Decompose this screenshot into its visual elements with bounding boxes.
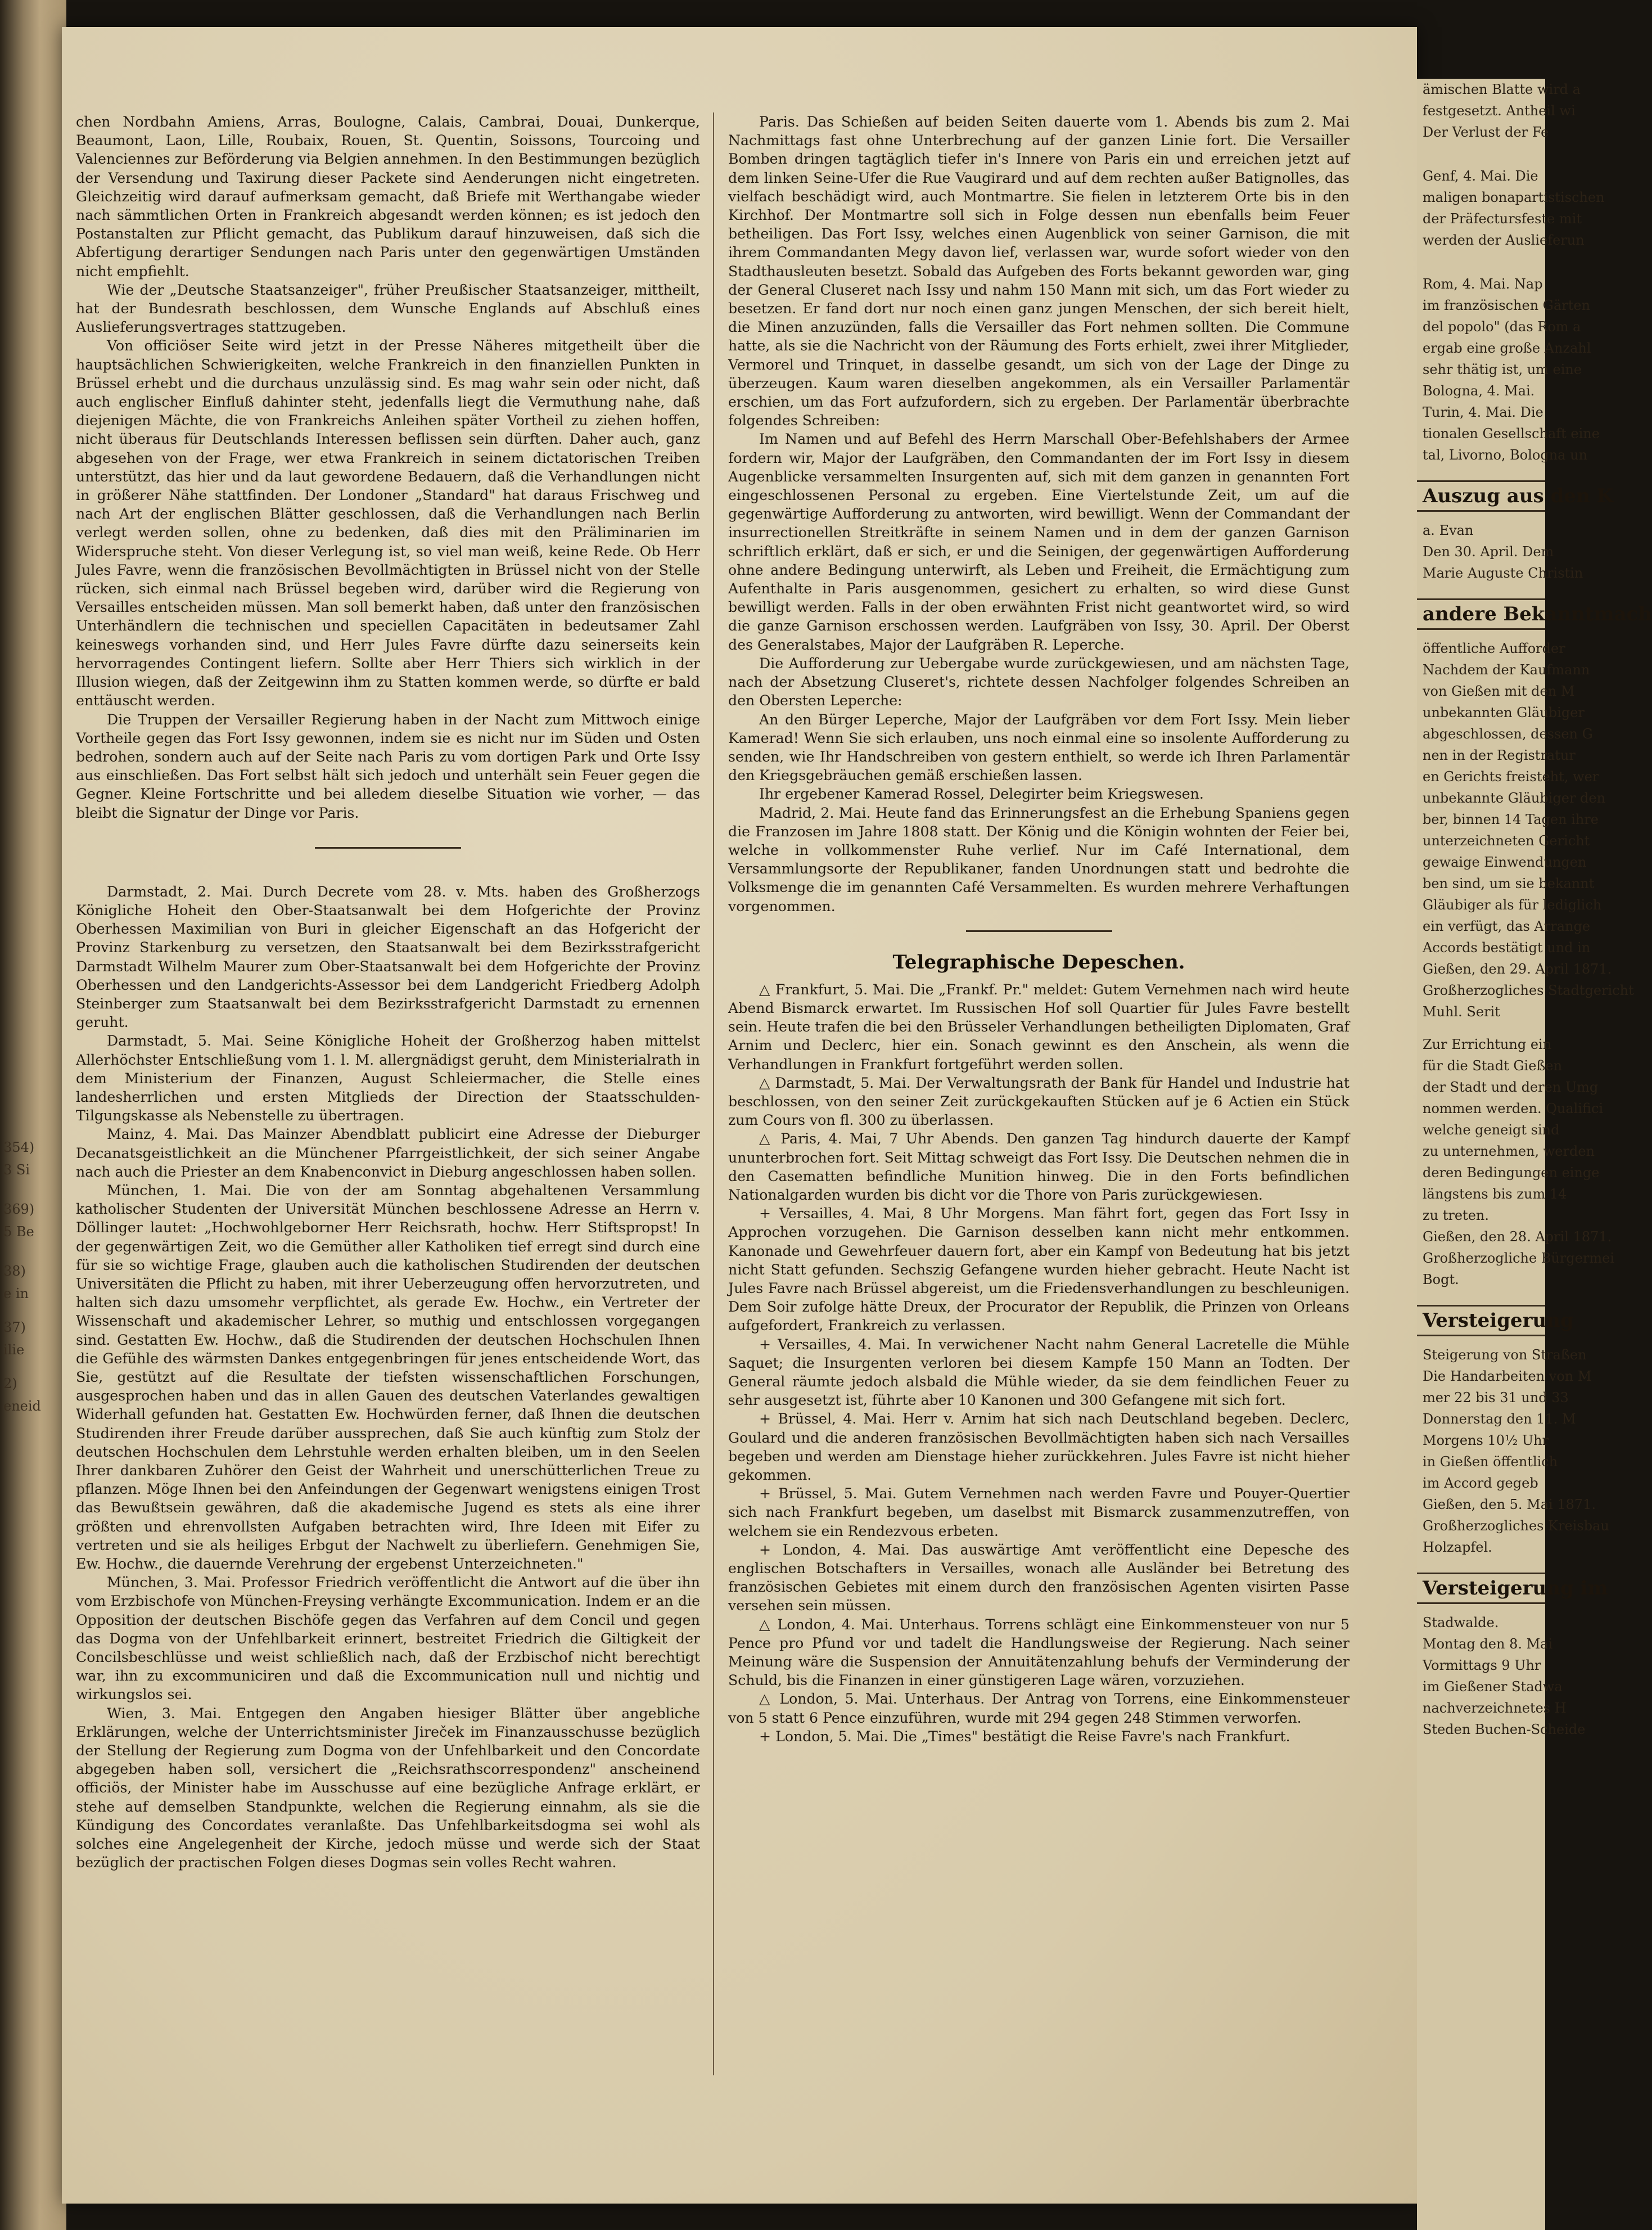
right-column xyxy=(728,112,1349,1746)
margin-fragment: 5 Be xyxy=(3,1224,34,1240)
telegram-item: + Versailles, 4. Mai, 8 Uhr Morgens. Man fährt fort, gegen das Fort Issy in Approchen vorzugehen. Die Garnison desselben kann nicht mehr entkommen. Kanonade und Gewehrfeuer dauern fort, aber ein Kampf von Bedeutung hat bis jetzt nicht Statt gefunden. Sechszig Gefangene wurden hieher gebracht. Heute Nacht ist Jules Favre nach Brüssel abgereist, um die Friedensverhandlungen zu beschleunigen. Dem Soir zufolge hätte Dreux, der Procurator der Republik, die Prinzen von Orleans aufgefordert, Frankreich zu verlassen. xyxy=(728,1205,1349,1334)
right-page-line: Der Verlust der Fe xyxy=(1423,124,1549,140)
article-paragraph: chen Nordbahn Amiens, Arras, Boulogne, Calais, Cambrai, Douai, Dunkerque, Beaumont, Laon, Lille, Roubaix, Rouen, St. Quentin, Soissons, Tourcoing und Valenciennes zur Beförderung via Belgien annehmen. In den Bestimmungen bezüglich der Versendung und Taxirung dieser Packete sind Aenderungen nicht eingetreten. Gleichzeitig wird darauf aufmerksam gemacht, daß Briefe mit Werthangabe wieder nach sämmtlichen Orten in Frankreich abgesandt werden können; es ist jedoch den Postanstalten zur Pflicht gemacht, das Publikum darauf hinzuweisen, daß sich die Abfertigung derartiger Sendungen nach Paris unter den gegenwärtigen Umständen nicht empfiehlt. xyxy=(76,114,700,280)
news-item-madrid: Madrid, 2. Mai. Heute fand das Erinnerungsfest an die Erhebung Spaniens gegen die Franzosen im Jahre 1808 statt. Der König und die Königin wohnten der Feier bei, welche in vollkommenster Ruhe verlief. Nur im Café International, dem Versammlungsorte der Republikaner, fanden Unordnungen statt und bedrohte die Volksmenge die im genannten Café Versammelten. Es wurden mehrere Verhaftungen vorgenommen. xyxy=(728,804,1349,914)
right-page-line: maligen bonapartistischen xyxy=(1423,190,1605,205)
right-page-line: Steden Buchen-Scheide xyxy=(1423,1722,1586,1737)
telegram-item: + Brüssel, 4. Mai. Herr v. Arnim hat sich nach Deutschland begeben. Declerc, Goulard und die anderen französischen Bevollmächtigten haben sich nach Versailles begeben und werden am Dienstage hieher zurückkehren. Jules Favre ist nicht hieher gekommen. xyxy=(728,1411,1349,1484)
right-page-line: deren Bedingungen einge xyxy=(1423,1165,1600,1181)
right-page-line: von Gießen mit den M xyxy=(1423,683,1575,699)
right-page-line: Gläubiger als für lediglich xyxy=(1423,897,1602,913)
right-page-line: ergab eine große Anzahl xyxy=(1423,340,1591,356)
right-page-line: unbekannte Gläubiger den xyxy=(1423,790,1606,806)
right-page-line: werden der Auslieferun xyxy=(1423,232,1585,248)
news-item-darmstadt-1: Darmstadt, 2. Mai. Durch Decrete vom 28. v. Mts. haben des Großherzogs Königliche Hoheit den Ober-Staatsanwalt bei dem Hofgerichte der Provinz Oberhessen Maximilian von Buri in gleicher Eigenschaft an das Hofgericht der Provinz Starkenburg zu versetzen, den Staatsanwalt bei dem Bezirksstrafgericht Darmstadt Wilhelm Maurer zum Ober-Staatsanwalt bei dem Hofgerichte der Provinz Oberhessen und den Landgerichts-Assessor bei dem Landgericht Friedberg Adolph Steinberger zum Staatsanwalt bei dem Bezirksstrafgericht Darmstadt zu ernennen geruht. xyxy=(76,883,700,1031)
right-page-line: zu unternehmen, werden xyxy=(1423,1143,1595,1159)
news-item-mainz: Mainz, 4. Mai. Das Mainzer Abendblatt publicirt eine Adresse der Dieburger Decanatsgeistlichkeit an die Münchener Pfarrgeistlichkeit, der sich seiner Angabe nach auch die Priester an dem Knabenconvict in Dieburg angeschlossen haben sollen. xyxy=(76,1126,700,1180)
margin-fragment: ilie xyxy=(3,1342,25,1358)
right-page-line: gewaige Einwendungen xyxy=(1423,854,1587,870)
right-page-line: tal, Livorno, Bologna un xyxy=(1423,447,1588,463)
telegram-item: △ London, 5. Mai. Unterhaus. Der Antrag von Torrens, eine Einkommensteuer von 5 statt 6 Pence einzuführen, wurde mit 294 gegen 248 Stimmen verworfen. xyxy=(728,1691,1349,1726)
right-page-line: im französischen Gärten xyxy=(1423,298,1591,313)
telegram-item: △ London, 4. Mai. Unterhaus. Torrens schlägt eine Einkommensteuer von nur 5 Pence pro Pfund vor und tadelt die Handlungsweise der Regierung. Nach seiner Meinung wäre die Suspension der Annuitätenzahlung behufs der Verminderung der Schuld, bis die Finanzen in einer günstigeren Lage wären, vorzuziehen. xyxy=(728,1616,1349,1689)
telegram-item: △ Frankfurt, 5. Mai. Die „Frankf. Pr." meldet: Gutem Vernehmen nach wird heute Abend Bismarck erwartet. Im Russischen Hof soll Quartier für Jules Favre bestellt sein. Heute trafen die bei den Brüsseler Verhandlungen betheiligten Diplomaten, Graf Arnim und Declerc, hier ein. Sonach gewinnt es den Anschein, als wenn die Verhandlungen in Frankfurt fortgeführt werden sollen. xyxy=(728,981,1349,1073)
right-page-line: Stadwalde. xyxy=(1423,1615,1499,1630)
telegram-section-heading: Telegraphische Depeschen. xyxy=(892,950,1185,974)
left-page-margin xyxy=(0,506,62,2025)
telegram-item: + London, 5. Mai. Die „Times" bestätigt die Reise Favre's nach Frankfurt. xyxy=(759,1728,1290,1745)
right-page-line: en Gerichts freisteht, wer xyxy=(1423,769,1599,785)
right-page-line: öffentliche Aufforder xyxy=(1423,641,1565,656)
right-page-line: welche geneigt sind xyxy=(1423,1122,1560,1138)
right-page-line: für die Stadt Gießen xyxy=(1423,1058,1563,1074)
right-page-line: Gießen, den 29. April 1871. xyxy=(1423,961,1612,977)
right-page-line: Großherzogliche Bürgermei xyxy=(1423,1250,1615,1266)
reply-letter: An den Bürger Leperche, Major der Laufgräben vor dem Fort Issy. Mein lieber Kamerad! Wenn Sie sich erlauben, uns noch einmal eine so insolente Aufforderung zu senden, wie Ihr Handschreiben von gestern enthielt, so werde ich Ihren Parlamentär den Kriegsgebräuchen gemäß erschießen lassen. xyxy=(728,711,1349,784)
telegram-item: + Versailles, 4. Mai. In verwichener Nacht nahm General Lacretelle die Mühle Saquet; die Insurgenten verloren bei diesem Kampfe 150 Mann an Todten. Der General räumte jedoch alsbald die Mühle wieder, da sie dem feindlichen Feuer zu sehr ausgesetzt ist, führte aber 10 Kanonen und 300 Gefangene mit sich fort. xyxy=(728,1336,1349,1409)
right-page-line: Nachdem der Kaufmann xyxy=(1423,662,1590,678)
article-paragraph: Wie der „Deutsche Staatsanzeiger", früher Preußischer Staatsanzeiger, mittheilt, hat der Bundesrath beschlossen, dem Wunsche Englands auf Abschluß eines Auslieferungsvertrages stattzugeben. xyxy=(76,281,700,336)
right-page-line: Marie Auguste Christin xyxy=(1423,565,1583,581)
margin-fragment: e in xyxy=(3,1286,29,1301)
right-page-line: nommen werden. Qualifici xyxy=(1423,1101,1604,1116)
right-page-line: Bogt. xyxy=(1423,1272,1459,1287)
right-page-line: a. Evan xyxy=(1423,522,1474,538)
right-page-line: Morgens 10½ Uhr xyxy=(1423,1432,1549,1448)
news-item-muenchen-1: München, 1. Mai. Die von der am Sonntag abgehaltenen Versammlung katholischer Studenten der Universität München beschlossene Adresse an Herrn v. Döllinger lautet: „Hochwohlgeborner Herr Reichsrath, hochw. Herr Stiftspropst! In der gegenwärtigen Zeit, wo die Gemüther aller Katholiken tief erregt sind durch eine für sie so wichtige Frage, glauben auch die katholischen Studirenden der deutschen Universitäten die Pflicht zu haben, mit ihrer Ueberzeugung offen hervorzutreten, und halten sich dazu umsomehr verpflichtet, als gerade Ew. Hochw., ein Vertreter der Wissenschaft und akademischer Lehrer, so muthig und entschlossen vorgegangen sind. Gestatten Ew. Hochw., daß die Studirenden der deutschen Hochschulen Ihnen die Gefühle des wärmsten Dankes entgegenbringen für jenes entscheidende Wort, das Sie, gestützt auf die Resultate der tiefsten wissenschaftlichen Forschungen, ausgesprochen haben und das in allen Gauen des deutschen Vaterlandes gewaltigen Widerhall gefunden hat. Gestatten Ew. Hochwürden ferner, daß Ihnen die deutschen Studirenden ihrer Freude darüber aussprechen, daß Sie auch künftig zum Stolz der deutschen Hochschulen dem Lehrstuhle werden erhalten bleiben, um in den Seelen Ihrer dankbaren Zuhörer den Geist der Wahrheit und unerschütterlichen Treue zu pflanzen. Möge Ihnen bei den Anfeindungen der Gegenwart wenigstens einigen Trost das Bewußtsein gewähren, daß die akademische Jugend es stets als eine ihrer größten und ehrenvollsten Aufgaben betrachten wird, Ihre Ideen mit Eifer zu vertreten und sie als heiliges Erbgut der Nachwelt zu überliefern. Genehmigen Sie, Ew. Hochw., die dauernde Verehrung der ergebenst Unterzeichneten." xyxy=(76,1182,700,1573)
right-page-line: ein verfügt, das Arrange xyxy=(1423,918,1591,934)
right-page-line: Gießen, den 28. April 1871. xyxy=(1423,1229,1612,1245)
right-page-line: Steigerung von Straßen xyxy=(1423,1347,1587,1363)
letter-signature: Ihr ergebener Kamerad Rossel, Delegirter beim Kriegswesen. xyxy=(759,786,1204,803)
right-page-line: der Stadt und deren Umg xyxy=(1423,1079,1599,1095)
telegram-item: △ Darmstadt, 5. Mai. Der Verwaltungsrath der Bank für Handel und Industrie hat beschlossen, von den seiner Zeit zurückgekauften Stücken auf je 6 Actien ein Stück zum Cours von fl. 300 zu überlassen. xyxy=(728,1074,1349,1129)
right-page-line: Montag den 8. Mai xyxy=(1423,1636,1553,1652)
right-page-line: Holzapfel. xyxy=(1423,1539,1492,1555)
right-page-line: nachverzeichnetes H xyxy=(1423,1700,1567,1716)
right-page-line: Rom, 4. Mai. Nap xyxy=(1423,276,1543,292)
right-page-line: nen in der Registratur xyxy=(1423,747,1576,763)
right-page-line: Genf, 4. Mai. Die xyxy=(1423,168,1538,184)
right-page-line: im Accord gegeb xyxy=(1423,1475,1538,1491)
right-page-line: Großherzogliches Stadtgericht xyxy=(1423,983,1634,998)
margin-fragment: 354) xyxy=(3,1139,35,1155)
right-page-line: Bologna, 4. Mai. xyxy=(1423,383,1535,399)
right-page-line: festgesetzt. Antheil wi xyxy=(1423,103,1576,119)
right-page-line: Donnerstag den 11. M xyxy=(1423,1411,1576,1427)
news-item-wien: Wien, 3. Mai. Entgegen den Angaben hiesiger Blätter über angebliche Erklärungen, welche der Unterrichtsminister Jireček im Finanzausschusse bezüglich der Stellung der Regierung zum Dogma von der Unfehlbarkeit und den Concordate abgegeben haben soll, versichert die „Reichsrathscorrespondenz" anscheinend officiös, der Minister habe im Ausschusse auf eine bezügliche Anfrage erklärt, er stehe auf demselben Standpunkte, welchen die Regierung einnahm, als sie die Kündigung des Concordates veranlaßte. Das Unfehlbarkeitsdogma sei wohl als solches eine Angelegenheit der Kirche, jedoch müsse und werde sich der Staat bezüglich der practischen Folgen dieses Dogmas sein volles Recht wahren. xyxy=(76,1705,700,1871)
section-rule xyxy=(966,930,1112,932)
news-item-darmstadt-2: Darmstadt, 5. Mai. Seine Königliche Hoheit der Großherzog haben mittelst Allerhöchster Entschließung vom 1. l. M. allergnädigst geruht, dem Ministerialrath in dem Ministerium der Finanzen, August Schleiermacher, die Stelle eines landesherrlichen und ersten Mitglieds der Direction der Staatsschulden-Tilgungskasse als Nebenstelle zu übertragen. xyxy=(76,1033,700,1124)
left-column xyxy=(76,112,700,1872)
right-page-line: im Gießener Stadwa xyxy=(1423,1679,1563,1695)
right-page-heading: andere Bekanntmach xyxy=(1417,598,1545,630)
right-page-line: zu treten. xyxy=(1423,1208,1489,1223)
right-page-line: Den 30. April. Dem xyxy=(1423,544,1554,560)
adjacent-page-fragment xyxy=(1417,79,1652,2230)
right-page-line: Die Handarbeiten von M xyxy=(1423,1368,1592,1384)
right-page-line: ämischen Blatte wird a xyxy=(1423,82,1581,97)
article-paragraph: Von officiöser Seite wird jetzt in der Presse Näheres mitgetheilt über die hauptsächlichen Schwierigkeiten, welche Frankreich in den finanziellen Punkten in Brüssel erhebt und die durchaus unzulässig sind. Es mag wahr sein oder nicht, daß auch englischer Einfluß dahinter steht, jedenfalls liegt die Vermuthung nahe, daß diejenigen Mächte, die von Frankreichs Anleihen später Vortheil zu ziehen hoffen, nicht überaus für Deutschlands Interessen beflissen sein dürften. Daher auch, ganz abgesehen von der Frage, wer etwa Frankreich in seinem dictatorischen Treiben unterstützt, das hier und da laut gewordene Bedauern, daß die Verhandlungen nicht in größerer Nähe stattfinden. Der Londoner „Standard" hat daraus Frischweg und nach Art der englischen Blätter geschlossen, daß die Verhandlungen nach Berlin verlegt werden sollen, ohne zu bedenken, daß dies mit den Präliminarien im Widerspruche steht. Von dieser Verlegung ist, so viel man weiß, keine Rede. Ob Herr Jules Favre, wenn die französischen Bevollmächtigten in Brüssel nicht von der Stelle rücken, sich einmal nach Brüssel begeben wird, darüber wird die Regierung von Versailles entscheiden müssen. Man soll bemerkt haben, daß unter den französischen Unterhändlern die technischen und speciellen Capacitäten in bedeutsamer Zahl keineswegs vorhanden sind, und Herr Jules Favre dürfte dazu seinerseits kein hervorragendes Contingent liefern. Sollte aber Herr Thiers sich wirklich in der Illusion wiegen, daß der Zeitgewinn ihm zu Statten kommen werde, so dürfte er bald enttäuscht werden. xyxy=(76,337,700,709)
margin-fragment: 37) xyxy=(3,1319,26,1335)
summons-letter: Im Namen und auf Befehl des Herrn Marschall Ober-Befehlshabers der Armee fordern wir, Major der Laufgräben, den Commandanten der im Fort Issy in diesem Augenblicke versammelten Insurgenten auf, sich mit dem ganzen in genannten Fort eingeschlossenen Personal zu ergeben. Eine Viertelstunde Zeit, um auf die gegenwärtige Aufforderung zu antworten, wird bewilligt. Wenn der Commandant der insurrectionellen Streitkräfte in seinem Namen und in dem der ganzen Garnison schriftlich erklärt, daß er sich, er und die Seinigen, der gegenwärtigen Aufforderung ohne andere Bedingung unterwirft, als Leben und Freiheit, die Ermächtigung zum Aufenthalte in Paris ausgenommen, gesichert zu erhalten, so wird diese Gunst bewilligt werden. Falls in der oben erwähnten Frist nicht geantwortet wird, so wird die ganze Garnison erschossen werden. Laufgräben von Issy, 30. April. Der Oberst des Generalstabes, Major der Laufgräben R. Leperche. xyxy=(728,431,1349,653)
right-page-line: ben sind, um sie bekannt xyxy=(1423,876,1595,891)
right-page-heading: Versteigerung xyxy=(1417,1305,1545,1336)
telegram-item: △ Paris, 4. Mai, 7 Uhr Abends. Den ganzen Tag hindurch dauerte der Kampf ununterbrochen fort. Seit Mittag schweigt das Fort Issy. Die Deutschen nehmen die in den Casematten befindliche Munition hinweg. Die in den Forts befindlichen Nationalgarden wurden bis dicht vor die Thore von Paris zurückgewiesen. xyxy=(728,1130,1349,1203)
right-page-line: abgeschlossen, dessen G xyxy=(1423,726,1593,742)
right-page-line: Vormittags 9 Uhr xyxy=(1423,1657,1541,1673)
right-page-line: längstens bis zum 14 xyxy=(1423,1186,1567,1202)
news-item-muenchen-2: München, 3. Mai. Professor Friedrich veröffentlicht die Antwort auf die über ihn vom Erzbischofe von München-Freysing verhängte Excommunication. Indem er an die Opposition der deutschen Bischöfe gegen das Verfahren auf dem Concil und gegen das Dogma von der Unfehlbarkeit erinnert, bestreitet Friedrich die Giltigkeit der Concilsbeschlüsse und weist schließlich nach, daß der Erzbischof nicht berechtigt war, ihn zu excommuniciren und daß die Excommunication null und nichtig und wirkungslos sei. xyxy=(76,1574,700,1703)
right-page-line: der Präfectursfeste mit xyxy=(1423,211,1582,227)
article-paragraph: Die Truppen der Versailler Regierung haben in der Nacht zum Mittwoch einige Vortheile gegen das Fort Issy gewonnen, indem sie es nicht nur im Süden und Osten bedrohen, sondern auch auf der Seite nach Paris zu vom dortigen Park und Orte Issy aus einschließen. Das Fort selbst hält sich jedoch und unterhält sein Feuer gegen die Gegner. Kleine Fortschritte und bei alledem dieselbe Situation wie vorher, — das bleibt die Signatur der Dinge vor Paris. xyxy=(76,711,700,821)
right-page-line: tionalen Gesellschaft eine xyxy=(1423,426,1600,442)
right-page-line: Großherzogliches Kreisbau xyxy=(1423,1518,1609,1534)
news-item-paris: Paris. Das Schießen auf beiden Seiten dauerte vom 1. Abends bis zum 2. Mai Nachmittags fast ohne Unterbrechung auf der ganzen Linie fort. Die Versailler Bomben dringen tagtäglich tiefer in's Innere von Paris ein und erreichen jetzt auf dem linken Seine-Ufer die Rue Vaugirard und auf dem rechten außer Batignolles, das vielfach beschädigt wird, auch Montmartre. Sie fielen in letzterem Orte bis in den Kirchhof. Der Montmartre soll sich in Folge dessen nun ebenfalls beim Feuer betheiligen. Das Fort Issy, welches einen Augenblick von seiner Garnison, die mit ihrem Commandanten Megy davon lief, verlassen war, wurde sofort wieder von den Stadthausleuten besetzt. Sobald das Aufgeben des Forts bekannt geworden war, ging der General Cluseret nach Issy und nahm 150 Mann mit sich, um das Fort wieder zu besetzen. Er fand dort nur noch einen ganz jungen Menschen, der sich bereit hielt, die Minen anzuzünden, falls die Versailler das Fort nehmen sollten. Die Commune hatte, als sie die Nachricht von der Räumung des Forts erhielt, zwei ihrer Mitglieder, Vermorel und Trinquet, in dasselbe gesandt, um sich von der Lage der Dinge zu überzeugen. Kaum waren dieselben angekommen, als ein Versailler Parlamentär erschien, um das Fort aufzufordern, sich zu ergeben. Der Parlamentär überbrachte folgendes Schreiben: xyxy=(728,114,1349,429)
section-rule xyxy=(315,847,461,849)
right-page-line: Gießen, den 5. Mai 1871. xyxy=(1423,1497,1596,1512)
right-page-line: del popolo" (das Rom a xyxy=(1423,319,1581,335)
telegram-item: + London, 4. Mai. Das auswärtige Amt veröffentlicht eine Depesche des englischen Botschafters in Versailles, wonach alle Ausländer bei Betretung des französischen Gebietes mit einem durch den französischen Agenten visirten Passe versehen sein müssen. xyxy=(728,1541,1349,1614)
margin-fragment: 3 Si xyxy=(3,1162,30,1178)
right-page-line: ber, binnen 14 Tagen ihre xyxy=(1423,812,1599,827)
right-page-line: sehr thätig ist, um eine xyxy=(1423,362,1582,377)
right-page-line: Turin, 4. Mai. Die xyxy=(1423,404,1543,420)
right-page-line: Zur Errichtung ein xyxy=(1423,1037,1552,1052)
right-page-line: unbekannten Gläubiger xyxy=(1423,705,1585,720)
right-page-line: unterzeichneten Gericht xyxy=(1423,833,1590,849)
right-page-line: mer 22 bis 31 und 33 xyxy=(1423,1390,1569,1405)
margin-fragment: eneid xyxy=(3,1398,41,1414)
margin-fragment: 2) xyxy=(3,1376,17,1391)
column-divider xyxy=(713,112,714,2075)
right-page-line: Muhl. Serit xyxy=(1423,1004,1500,1020)
article-paragraph: Die Aufforderung zur Uebergabe wurde zurückgewiesen, und am nächsten Tage, nach der Absetzung Cluseret's, richtete dessen Nachfolger folgendes Schreiben an den Obersten Leperche: xyxy=(728,655,1349,709)
margin-fragment: 38) xyxy=(3,1263,26,1279)
right-page-line: in Gießen öffentlich xyxy=(1423,1454,1558,1470)
telegram-item: + Brüssel, 5. Mai. Gutem Vernehmen nach werden Favre und Pouyer-Quertier sich nach Frankfurt begeben, um daselbst mit Bismarck zusammenzutreffen, von welchem sie ein Rendezvous erbeten. xyxy=(728,1485,1349,1539)
right-page-line: Accords bestätigt und in xyxy=(1423,940,1591,956)
right-page-heading: Auszug aus den K xyxy=(1417,480,1545,512)
right-page-heading: Versteigerung im xyxy=(1417,1573,1545,1604)
margin-fragment: 369) xyxy=(3,1201,35,1217)
